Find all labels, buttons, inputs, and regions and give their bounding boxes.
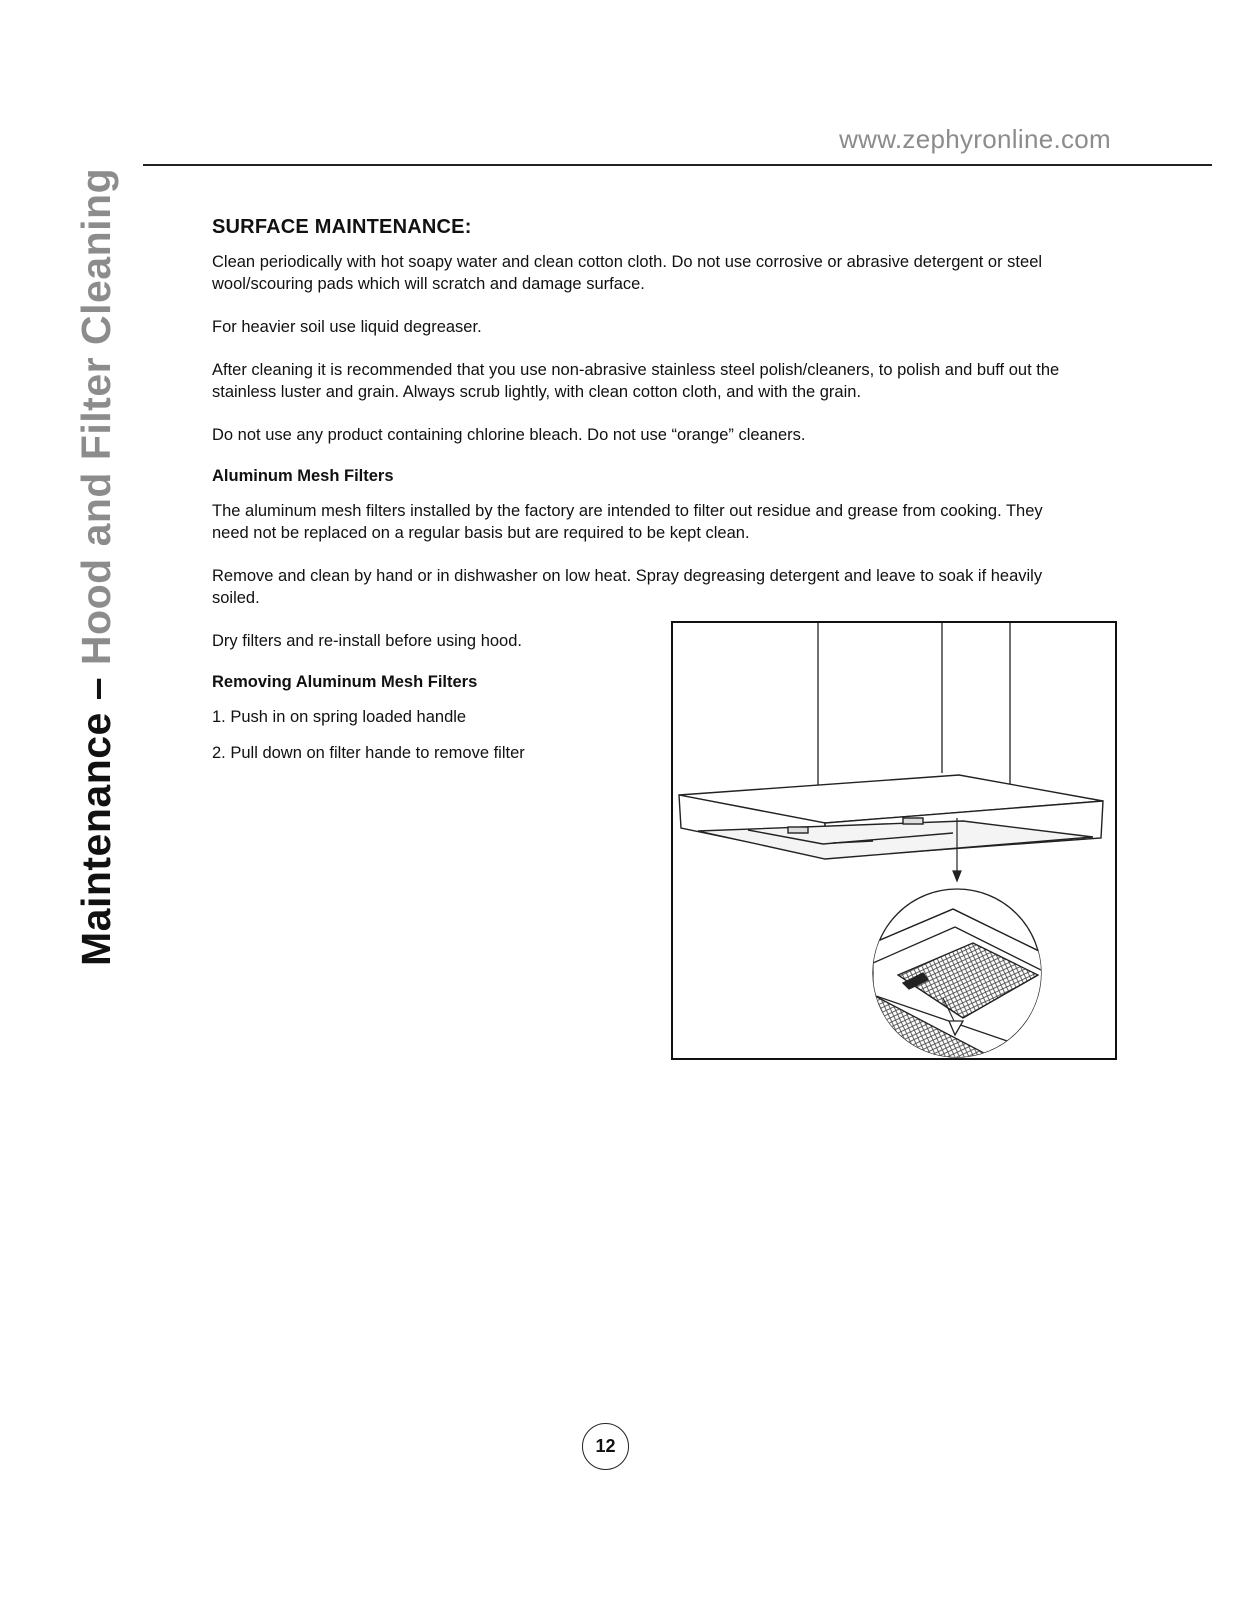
paragraph: Do not use any product containing chlorine bleach. Do not use “orange” cleaners. xyxy=(212,426,806,444)
side-title-secondary: Hood and Filter Cleaning xyxy=(73,167,119,666)
paragraph: Dry filters and re-install before using hood. xyxy=(212,632,522,650)
side-section-title xyxy=(73,168,120,966)
hood-body xyxy=(679,775,1103,859)
subsection-title: Removing Aluminum Mesh Filters xyxy=(212,673,478,691)
subsection-title: Aluminum Mesh Filters xyxy=(212,467,394,485)
page-number: 12 xyxy=(582,1423,629,1470)
paragraph: The aluminum mesh filters installed by the factory are intended to filter out residue and grease from cooking. They need not be replaced on a regular basis but are required to be kept clean. xyxy=(212,502,1043,542)
paragraph: Remove and clean by hand or in dishwasher on low heat. Spray degreasing detergent and leave to soak if heavily soiled. xyxy=(212,567,1043,607)
paragraph: Clean periodically with hot soapy water and clean cotton cloth. Do not use corrosive or abrasive detergent or steel wool/scouring pads which will scratch and damage surface. xyxy=(212,253,1043,293)
paragraph: After cleaning it is recommended that you use non-abrasive stainless steel polish/cleaners, to polish and buff out the stainless luster and grain. Always scrub lightly, with clean cotton cloth, and with the grain. xyxy=(212,361,1060,401)
section-title: SURFACE MAINTENANCE: xyxy=(212,216,472,238)
step-item: 2. Pull down on filter hande to remove filter xyxy=(212,744,525,762)
paragraph: For heavier soil use liquid degreaser. xyxy=(212,318,482,336)
hood-illustration xyxy=(671,621,1117,1060)
website-url: www.zephyronline.com xyxy=(839,124,1111,154)
header-divider xyxy=(143,164,1212,166)
step-item: 1. Push in on spring loaded handle xyxy=(212,708,467,726)
side-title-primary: Maintenance – xyxy=(73,665,119,966)
